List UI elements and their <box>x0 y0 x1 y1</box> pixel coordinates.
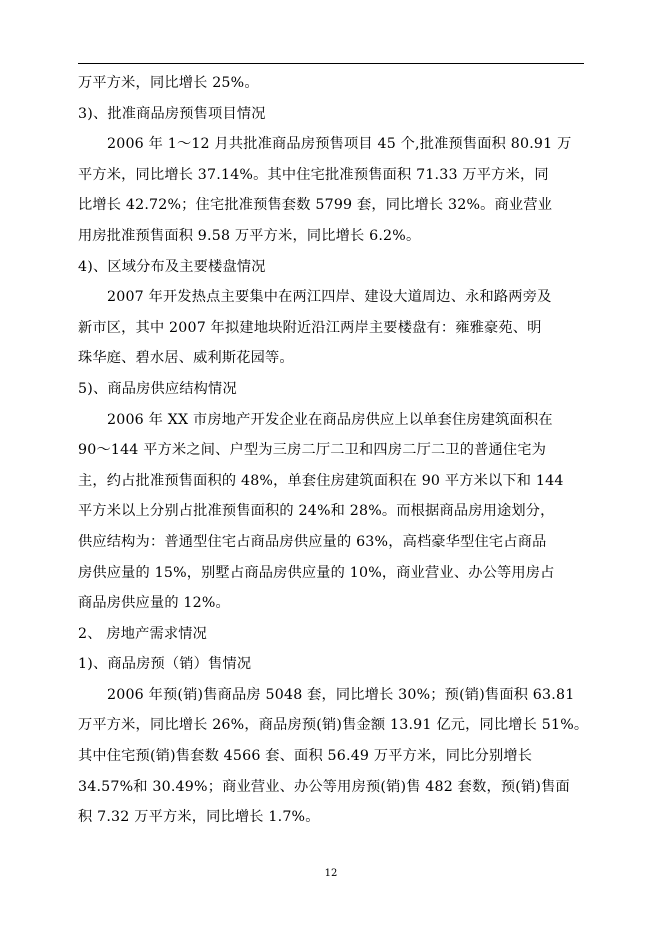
text-line: 平方米，同比增长 37.14%。其中住宅批准预售面积 71.33 万平方米，同 <box>78 166 549 183</box>
text-line: 34.57%和 30.49%；商业营业、办公等用房预(销)售 482 套数，预(销)售面 <box>78 778 570 795</box>
text-line: 90～144 平方米之间、户型为三房二厅二卫和四房二厅二卫的普通住宅为 <box>78 442 547 459</box>
text-line: 万平方米，同比增长 26%，商品房预(销)售金额 13.91 亿元，同比增长 51%。 <box>78 717 589 734</box>
text-line: 平方米以上分别占批准预售面积的 24%和 28%。而根据商品房用途划分， <box>78 503 555 520</box>
text-line: 房供应量的 15%，别墅占商品房供应量的 10%，商业营业、办公等用房占 <box>78 564 555 581</box>
text-line: 其中住宅预(销)售套数 4566 套、面积 56.49 万平方米，同比分别增长 <box>78 748 533 765</box>
section-heading-presales: 1)、商品房预（销）售情况 <box>78 656 252 673</box>
text-line: 2006 年预(销)售商品房 5048 套，同比增长 30%；预(销)售面积 63.81 <box>107 686 575 703</box>
text-line: 2006 年 XX 市房地产开发企业在商品房供应上以单套住房建筑面积在 <box>107 411 553 428</box>
section-heading-approved-presale: 3)、批准商品房预售项目情况 <box>78 105 266 122</box>
section-heading-regional-distribution: 4)、区域分布及主要楼盘情况 <box>78 258 266 275</box>
section-heading-supply-structure: 5)、商品房供应结构情况 <box>78 380 237 397</box>
body-text <box>78 68 598 833</box>
text-line: 用房批准预售面积 9.58 万平方米，同比增长 6.2%。 <box>78 227 421 244</box>
header-rule <box>78 63 584 64</box>
section-heading-demand: 2、 房地产需求情况 <box>78 625 208 642</box>
text-line: 万平方米，同比增长 25%。 <box>78 75 259 91</box>
text-line: 积 7.32 万平方米，同比增长 1.7%。 <box>78 809 320 826</box>
text-line: 商品房供应量的 12%。 <box>78 595 230 612</box>
page-number: 12 <box>324 868 338 879</box>
text-line: 新市区，其中 2007 年拟建地块附近沿江两岸主要楼盘有：雍雅豪苑、明 <box>78 319 542 336</box>
text-line: 主，约占批准预售面积的 48%，单套住房建筑面积在 90 平方米以下和 144 <box>78 472 564 489</box>
text-line: 比增长 42.72%；住宅批准预售套数 5799 套，同比增长 32%。商业营业 <box>78 197 553 214</box>
text-line: 供应结构为：普通型住宅占商品房供应量的 63%，高档豪华型住宅占商品 <box>78 533 547 550</box>
text-line: 珠华庭、碧水居、威利斯花园等。 <box>78 350 294 367</box>
text-line: 2007 年开发热点主要集中在两江四岸、建设大道周边、永和路两旁及 <box>107 289 552 306</box>
text-line: 2006 年 1～12 月共批准商品房预售项目 45 个,批准预售面积 80.91 万 <box>107 136 572 153</box>
